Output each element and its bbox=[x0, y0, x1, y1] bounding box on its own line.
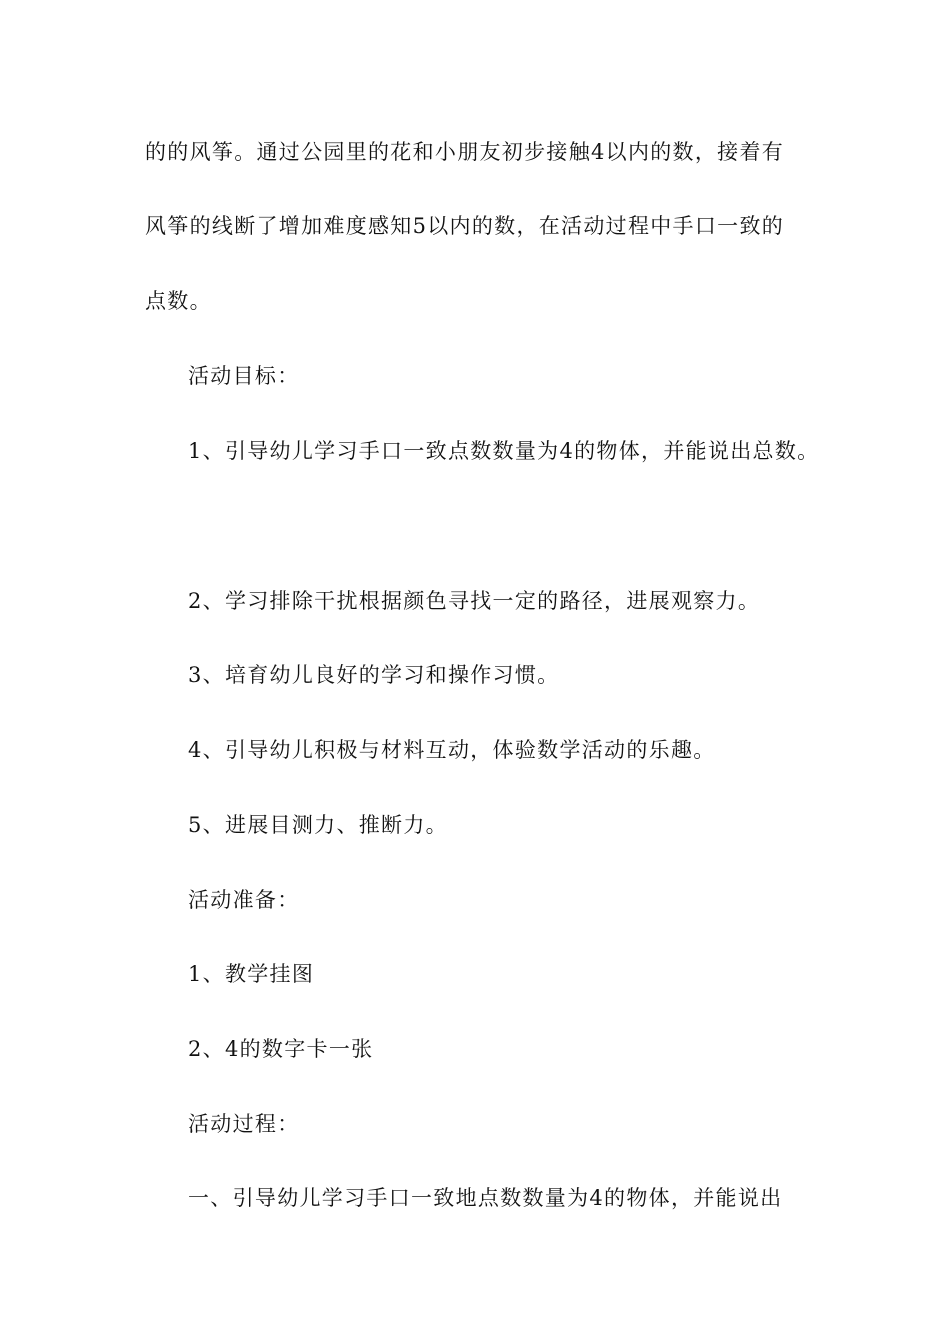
section-heading-goals: 活动目标： bbox=[188, 364, 300, 388]
list-item: 2、学习排除干扰根据颜色寻找一定的路径，进展观察力。 bbox=[188, 589, 761, 613]
paragraph-line: 风筝的线断了增加难度感知5以内的数，在活动过程中手口一致的 bbox=[145, 214, 785, 238]
list-item: 1、教学挂图 bbox=[188, 962, 315, 986]
section-heading-process: 活动过程： bbox=[188, 1112, 300, 1136]
paragraph-line: 点数。 bbox=[145, 289, 212, 313]
paragraph-line: 的的风筝。通过公园里的花和小朋友初步接触4以内的数，接着有 bbox=[145, 140, 785, 164]
list-item: 1、引导幼儿学习手口一致点数数量为4的物体，并能说出总数。 bbox=[188, 439, 820, 463]
list-item: 3、培育幼儿良好的学习和操作习惯。 bbox=[188, 663, 560, 687]
section-heading-preparation: 活动准备： bbox=[188, 888, 300, 912]
list-item: 4、引导幼儿积极与材料互动，体验数学活动的乐趣。 bbox=[188, 738, 716, 762]
list-item: 5、进展目测力、推断力。 bbox=[188, 813, 448, 837]
list-item: 2、4的数字卡一张 bbox=[188, 1037, 374, 1061]
paragraph-line: 一、引导幼儿学习手口一致地点数数量为4的物体，并能说出 bbox=[188, 1186, 783, 1210]
